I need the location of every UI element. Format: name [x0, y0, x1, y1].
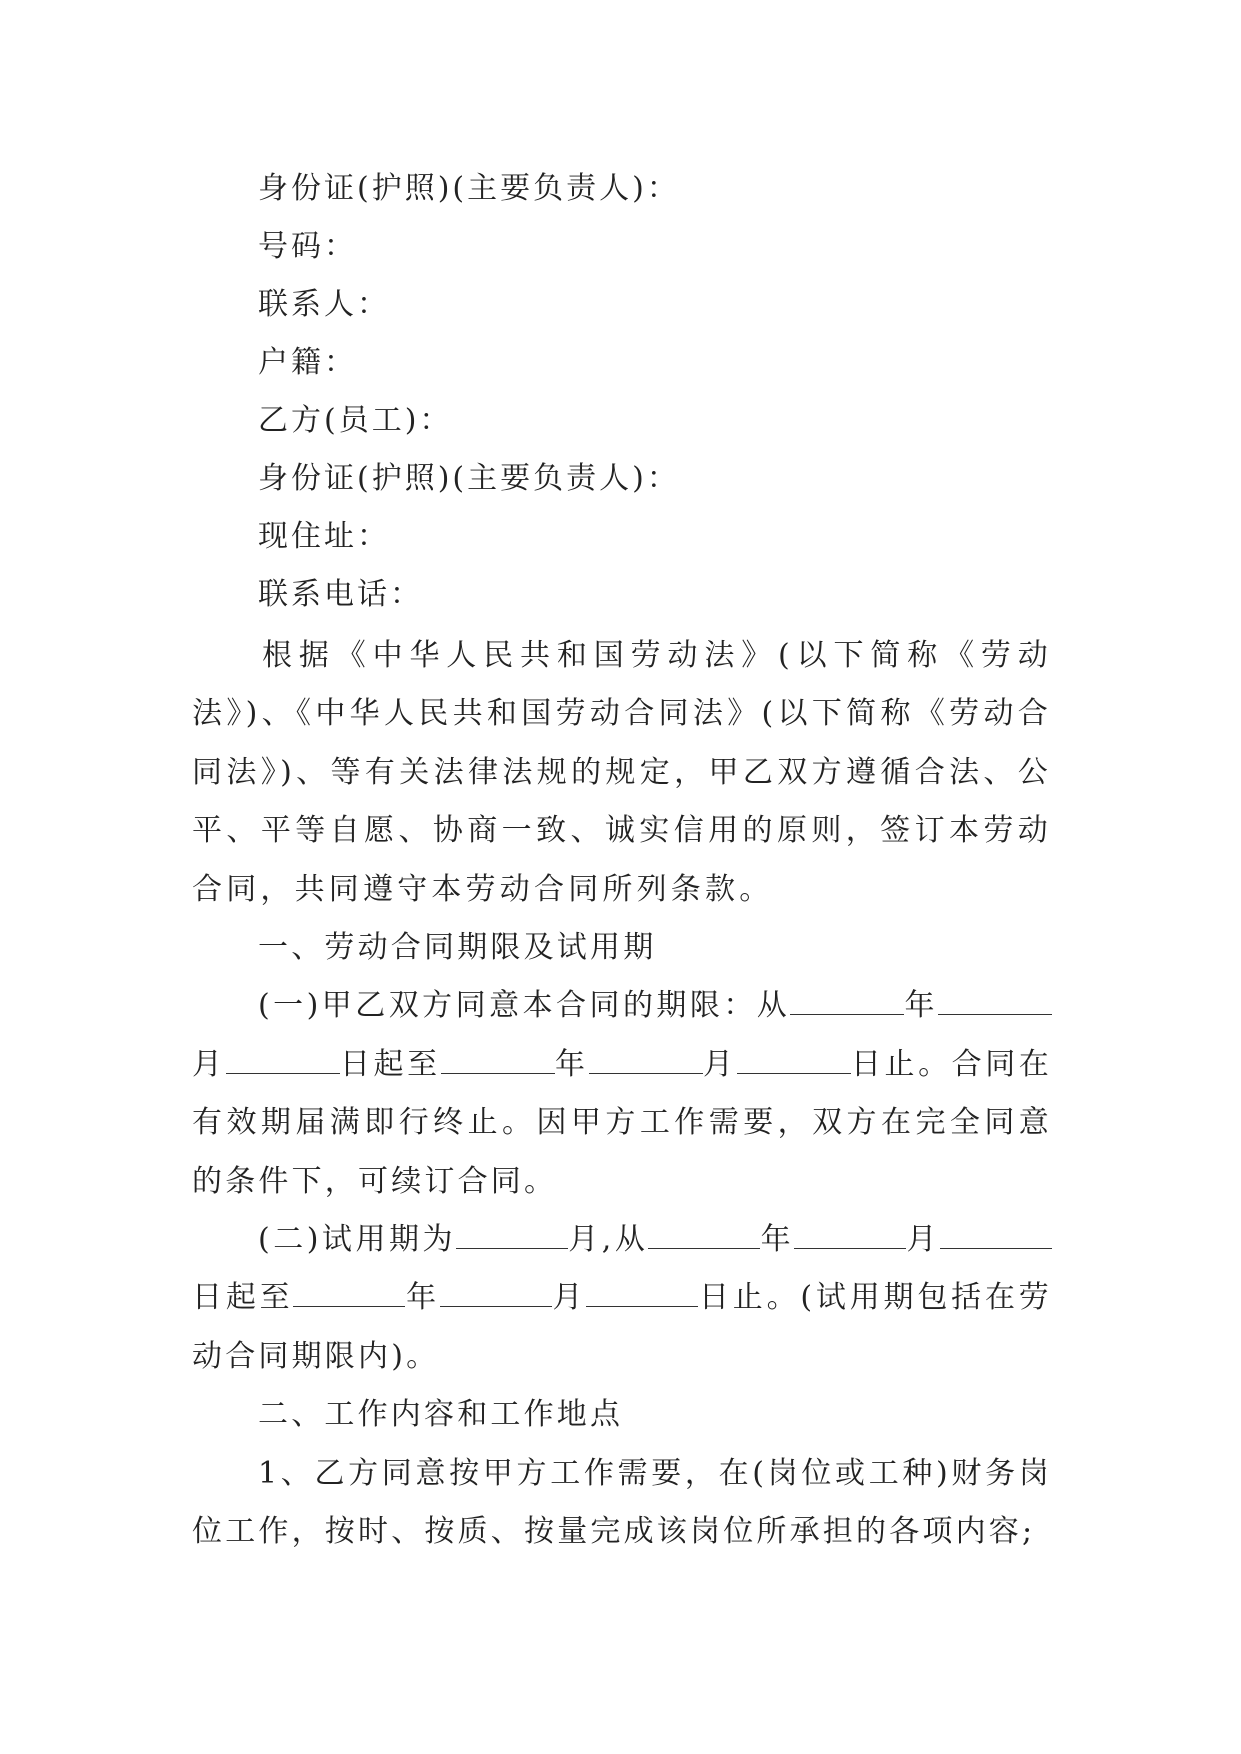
party-b-address-label: 现住址：: [258, 519, 390, 554]
party-a-number-label: 号码：: [258, 229, 357, 264]
clause-2-year-unit-2: 年: [405, 1280, 440, 1316]
blank-trial-end-year: [293, 1278, 405, 1307]
clause-1-month-unit: 月: [192, 1046, 226, 1082]
blank-start-day: [226, 1045, 340, 1074]
intro-paragraph: 根据《中华人民共和国劳动法》(以下简称《劳动法》)、《中华人民共和国劳动合同法》(以下简称《劳动合同法》)、等有关法律法规的规定，甲乙双方遵循合法、公平、平等自愿、协商一致、诚实信用的原则，签订本劳动合同，共同遵守本劳动合同所列条款。: [192, 638, 1052, 907]
section-1-clause-1: [192, 977, 1052, 1211]
party-a-id-label: 身份证(护照)(主要负责人)：: [258, 171, 680, 206]
party-b-id-label: 身份证(护照)(主要负责人)：: [258, 461, 680, 496]
blank-trial-end-month: [440, 1278, 552, 1307]
party-a-household-label: 户籍：: [258, 345, 357, 380]
section-2-clause-1: 1、乙方同意按甲方工作需要，在(岗位或工种)财务岗位工作，按时、按质、按量完成该岗位所承担的各项内容;: [192, 1455, 1052, 1550]
clause-1-year-unit-2: 年: [554, 1046, 589, 1082]
blank-end-year: [441, 1045, 555, 1074]
party-b-phone-label: 联系电话：: [258, 577, 423, 612]
blank-trial-start-day: [940, 1220, 1052, 1249]
clause-2-month-unit-2: 月: [551, 1280, 587, 1316]
clause-1-day-from-unit: 日起至: [339, 1046, 441, 1082]
clause-2-year-unit: 年: [760, 1222, 795, 1258]
clause-1-suffix: 日止。合同在有效期届满即行终止。因甲方工作需要，双方在完全同意的条件下，可续订合同。: [192, 1046, 1053, 1199]
blank-end-month: [589, 1045, 703, 1074]
party-a-contact-label: 联系人：: [258, 287, 390, 322]
clause-2-month-from-unit: 月,从: [567, 1222, 649, 1258]
clause-1-month-unit-2: 月: [702, 1046, 737, 1082]
contract-body: [192, 627, 1052, 1562]
clause-2-prefix: (二)试用期为: [258, 1222, 456, 1258]
blank-trial-months: [456, 1220, 568, 1249]
blank-trial-start-month: [794, 1220, 906, 1249]
blank-start-year: [790, 986, 904, 1015]
party-b-employee-label: 乙方(员工)：: [258, 403, 453, 438]
blank-trial-start-year: [648, 1220, 760, 1249]
section-2-heading: 二、工作内容和工作地点: [258, 1397, 624, 1433]
blank-end-day: [737, 1045, 851, 1074]
blank-trial-end-day: [586, 1278, 698, 1307]
clause-2-month-unit: 月: [906, 1222, 941, 1258]
clause-1-prefix: (一)甲乙双方同意本合同的期限：从: [258, 988, 791, 1024]
clause-2-day-from-unit: 日起至: [192, 1280, 294, 1316]
section-1-clause-2: [192, 1211, 1052, 1386]
blank-start-month: [938, 986, 1052, 1015]
party-field-list: [258, 160, 680, 624]
clause-2-suffix: 日止。(试用期包括在劳动合同期限内)。: [192, 1280, 1053, 1374]
section-1-heading: 一、劳动合同期限及试用期: [258, 930, 657, 966]
clause-1-year-unit: 年: [904, 988, 939, 1024]
